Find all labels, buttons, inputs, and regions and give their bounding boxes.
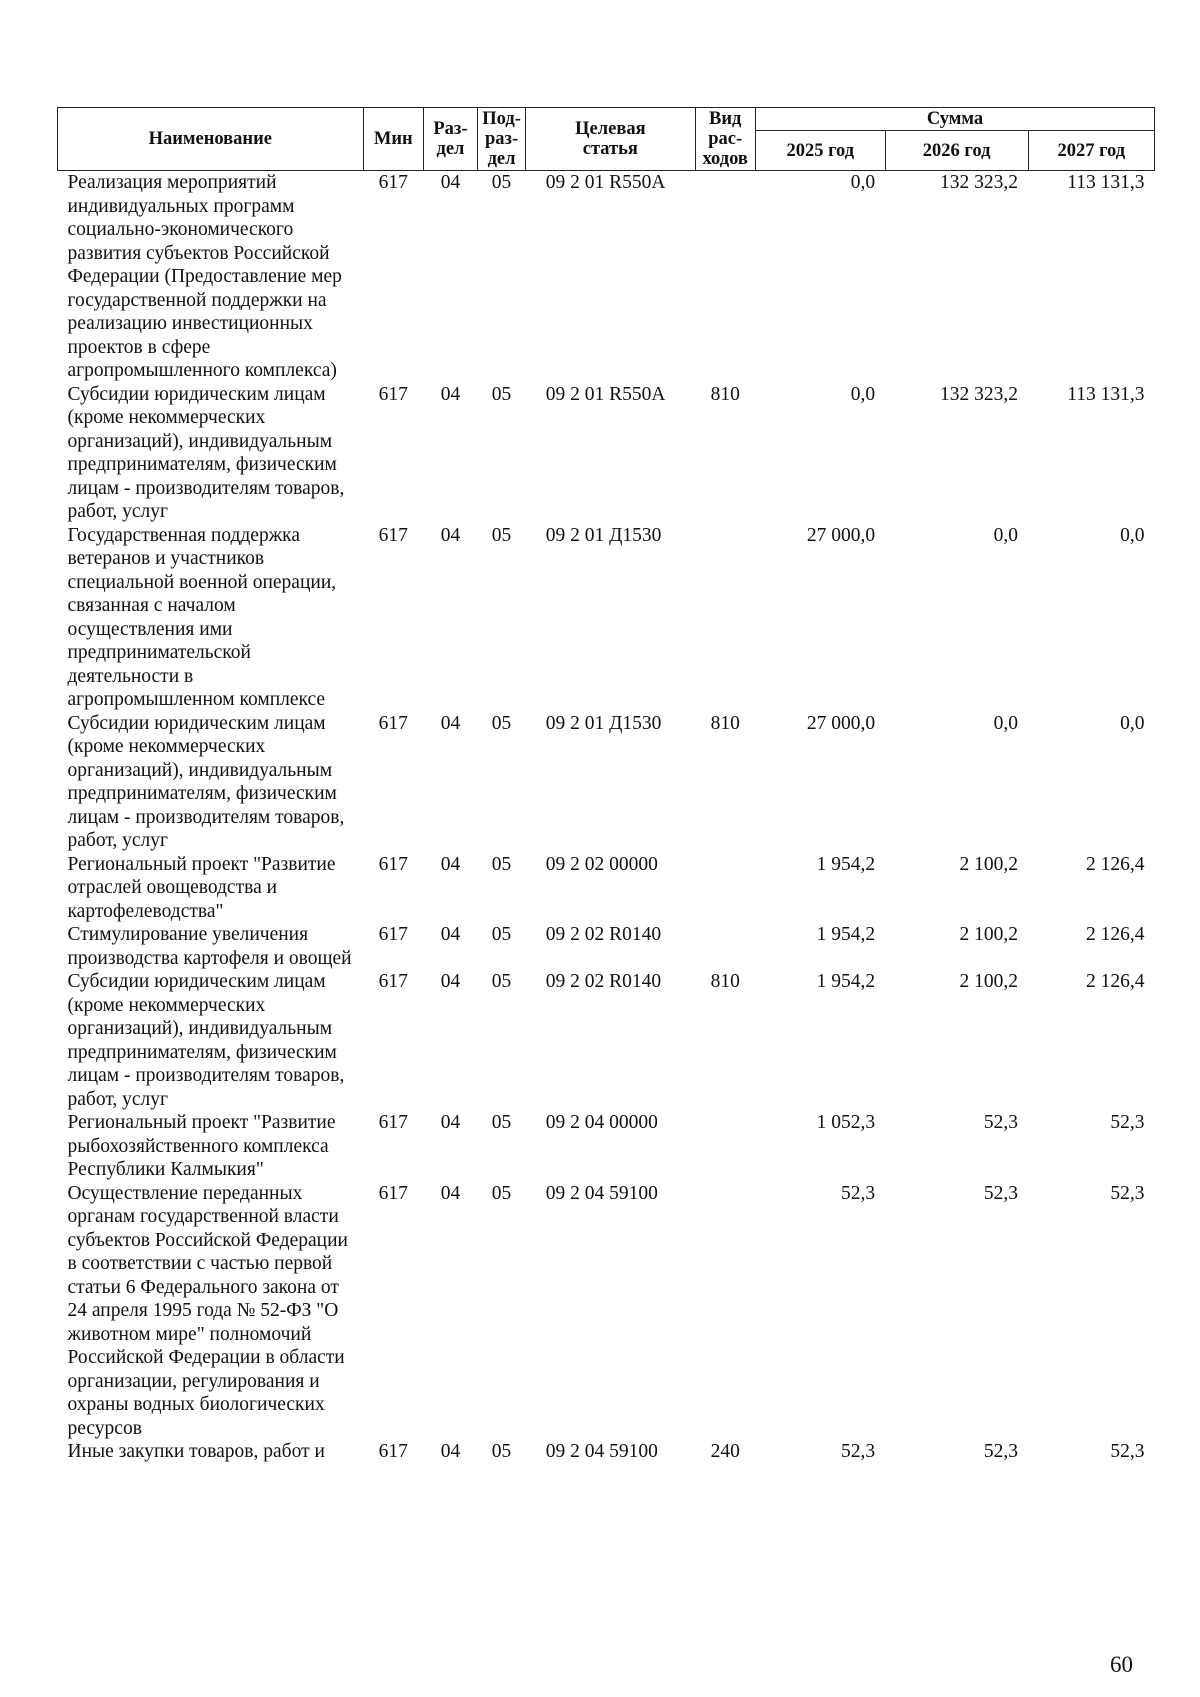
- cell-target: 09 2 01 R550A: [545, 383, 666, 405]
- cell-razdel: 04: [440, 971, 461, 992]
- budget-table: [57, 107, 1155, 1464]
- cell-vid: [695, 923, 755, 970]
- cell-2027: 113 131,3: [1067, 172, 1145, 193]
- cell-name: Субсидии юридическим лицам (кроме некоммерческих организаций), индивидуальным предпринимателям, физическим лицам - производителям товаров, работ, услуг: [67, 712, 345, 851]
- cell-podrazdel: 05: [491, 1441, 512, 1462]
- header-vid: Вид рас- ходов: [695, 108, 755, 171]
- cell-2026: 0,0: [993, 524, 1019, 546]
- cell-min: 617: [378, 383, 408, 405]
- header-year-2027: 2027 год: [1028, 131, 1154, 171]
- cell-target: 09 2 01 Д1530: [545, 712, 662, 734]
- header-year-2026: 2026 год: [885, 131, 1028, 171]
- cell-2026: 52,3: [983, 1441, 1019, 1462]
- table-row: [58, 923, 1155, 970]
- cell-2026: 0,0: [993, 712, 1019, 734]
- table-row: [58, 524, 1155, 712]
- cell-vid: [695, 171, 755, 383]
- cell-name: Стимулирование увеличения производства картофеля и овощей: [67, 924, 352, 969]
- header-name: Наименование: [58, 108, 364, 171]
- cell-2027: 52,3: [1110, 1112, 1145, 1133]
- cell-2026: 2 100,2: [959, 971, 1019, 992]
- cell-vid: [695, 1111, 755, 1182]
- cell-target: 09 2 02 00000: [545, 853, 658, 875]
- cell-vid: [695, 853, 755, 924]
- cell-podrazdel: 05: [491, 712, 512, 734]
- cell-min: 617: [378, 1112, 408, 1133]
- cell-razdel: 04: [440, 383, 461, 405]
- table-row: [58, 970, 1155, 1111]
- cell-2026: 132 323,2: [940, 383, 1019, 405]
- table-row: [58, 1440, 1155, 1464]
- cell-vid: [695, 1182, 755, 1441]
- cell-podrazdel: 05: [491, 1182, 512, 1204]
- table-row: [58, 171, 1155, 383]
- cell-2026: 2 100,2: [959, 853, 1019, 875]
- cell-podrazdel: 05: [491, 853, 512, 875]
- table-row: [58, 1111, 1155, 1182]
- cell-target: 09 2 01 Д1530: [545, 524, 662, 546]
- cell-2027: 52,3: [1110, 1182, 1145, 1204]
- cell-2025: 27 000,0: [806, 712, 876, 734]
- cell-name: Региональный проект "Развитие рыбохозяйственного комплекса Республики Калмыкия": [67, 1112, 336, 1180]
- cell-podrazdel: 05: [491, 524, 512, 546]
- table-row: [58, 383, 1155, 524]
- cell-min: 617: [378, 172, 408, 193]
- cell-min: 617: [378, 924, 408, 945]
- cell-min: 617: [378, 712, 408, 734]
- cell-target: 09 2 04 59100: [545, 1182, 658, 1204]
- cell-podrazdel: 05: [491, 172, 512, 193]
- cell-2026: 52,3: [983, 1112, 1019, 1133]
- cell-name: Государственная поддержка ветеранов и участников специальной военной операции, связанная с началом осуществления ими предпринимательской деятельности в агропромышленном комплексе: [67, 524, 337, 710]
- cell-podrazdel: 05: [491, 1112, 512, 1133]
- cell-name: Осуществление переданных органам государственной власти субъектов Российской Федерации в соответствии с частью первой статьи 6 Федерального закона от 24 апреля 1995 года № 52-ФЗ "О животном мире" полномочий Российской Федерации в области организации, регулирования и охраны водных биологических ресурсов: [67, 1182, 348, 1439]
- cell-min: 617: [378, 971, 408, 992]
- cell-name: Региональный проект "Развитие отраслей овощеводства и картофелеводства": [67, 853, 336, 922]
- cell-razdel: 04: [440, 1112, 461, 1133]
- cell-podrazdel: 05: [491, 383, 512, 405]
- header-razdel: Раз- дел: [424, 108, 478, 171]
- cell-2025: 52,3: [841, 1441, 876, 1462]
- cell-vid: 810: [710, 971, 740, 992]
- page-number: 60: [1110, 1652, 1133, 1677]
- table-body: [58, 171, 1155, 1464]
- cell-razdel: 04: [440, 1182, 461, 1204]
- cell-vid: 810: [710, 712, 740, 734]
- cell-2025: 1 954,2: [816, 924, 876, 945]
- header-min: Мин: [363, 108, 423, 171]
- cell-razdel: 04: [440, 524, 461, 546]
- cell-name: Субсидии юридическим лицам (кроме некоммерческих организаций), индивидуальным предпринимателям, физическим лицам - производителям товаров, работ, услуг: [67, 971, 345, 1110]
- cell-name: Субсидии юридическим лицам (кроме некоммерческих организаций), индивидуальным предпринимателям, физическим лицам - производителям товаров, работ, услуг: [67, 383, 345, 522]
- cell-razdel: 04: [440, 853, 461, 875]
- cell-2026: 2 100,2: [959, 924, 1019, 945]
- cell-target: 09 2 02 R0140: [545, 971, 662, 992]
- cell-min: 617: [378, 1182, 408, 1204]
- cell-target: 09 2 02 R0140: [545, 924, 662, 945]
- cell-2027: 2 126,4: [1086, 853, 1145, 875]
- cell-2025: 1 954,2: [816, 971, 876, 992]
- cell-2027: 0,0: [1120, 524, 1145, 546]
- cell-2026: 132 323,2: [940, 172, 1019, 193]
- cell-2025: 52,3: [841, 1182, 876, 1204]
- cell-target: 09 2 01 R550A: [545, 172, 666, 193]
- cell-target: 09 2 04 00000: [545, 1112, 658, 1133]
- cell-razdel: 04: [440, 712, 461, 734]
- cell-2025: 1 052,3: [816, 1112, 876, 1133]
- header-target: Целевая статья: [526, 108, 695, 171]
- cell-2027: 52,3: [1110, 1441, 1145, 1462]
- cell-name: Реализация мероприятий индивидуальных программ социально-экономического развития субъектов Российской Федерации (Предоставление мер государственной поддержки на реализацию инвестиционных проектов в сфере агропромышленного комплекса): [67, 172, 342, 381]
- cell-2027: 2 126,4: [1086, 924, 1145, 945]
- table-row: [58, 853, 1155, 924]
- table-row: [58, 712, 1155, 853]
- cell-2026: 52,3: [983, 1182, 1019, 1204]
- cell-2027: 2 126,4: [1086, 971, 1145, 992]
- cell-2025: 27 000,0: [806, 524, 876, 546]
- cell-razdel: 04: [440, 172, 461, 193]
- cell-2025: 0,0: [850, 172, 876, 193]
- table-row: [58, 1182, 1155, 1441]
- cell-razdel: 04: [440, 924, 461, 945]
- cell-2027: 0,0: [1120, 712, 1145, 734]
- header-year-2025: 2025 год: [755, 131, 885, 171]
- cell-min: 617: [378, 524, 408, 546]
- cell-2025: 0,0: [850, 383, 876, 405]
- cell-2025: 1 954,2: [816, 853, 876, 875]
- cell-vid: 810: [710, 383, 740, 405]
- header-podrazdel: Под- раз- дел: [477, 108, 525, 171]
- cell-vid: 240: [710, 1441, 740, 1462]
- cell-razdel: 04: [440, 1441, 461, 1462]
- cell-min: 617: [378, 1441, 408, 1462]
- cell-podrazdel: 05: [491, 971, 512, 992]
- table-header: [58, 108, 1155, 171]
- cell-podrazdel: 05: [491, 924, 512, 945]
- header-sum: Сумма: [755, 108, 1154, 131]
- cell-vid: [695, 524, 755, 712]
- cell-2027: 113 131,3: [1067, 383, 1145, 405]
- cell-target: 09 2 04 59100: [545, 1441, 658, 1462]
- cell-min: 617: [378, 853, 408, 875]
- cell-name: Иные закупки товаров, работ и: [67, 1441, 325, 1462]
